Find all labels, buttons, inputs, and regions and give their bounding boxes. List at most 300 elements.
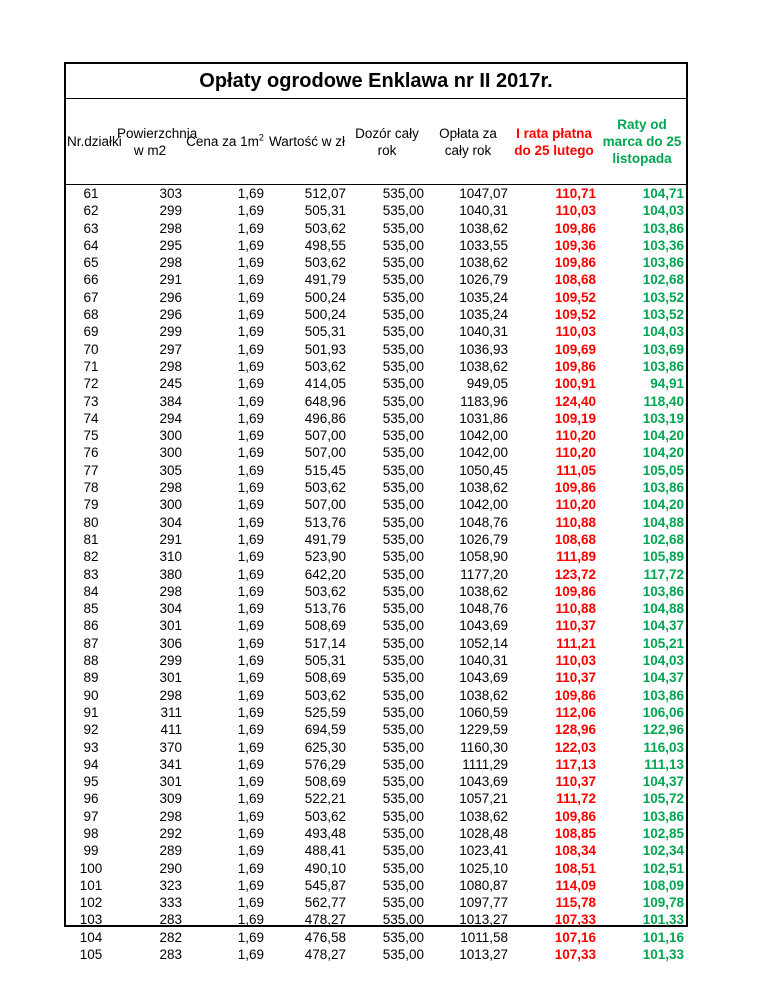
cell-price: 1,69 (237, 445, 264, 461)
cell-annual-fee: 1038,62 (459, 687, 508, 703)
cell-guard: 535,00 (382, 186, 424, 201)
cell-guard: 535,00 (382, 272, 424, 288)
cell-first-installment: 128,96 (554, 722, 596, 738)
cell-area: 370 (159, 739, 182, 755)
cell-guard: 535,00 (382, 324, 424, 340)
table-row (66, 721, 686, 738)
cell-remaining-installment: 102,68 (642, 272, 684, 288)
cell-plot-number: 61 (83, 186, 99, 201)
cell-plot-number: 83 (83, 566, 99, 582)
cell-first-installment: 108,51 (554, 860, 596, 876)
cell-remaining-installment: 109,78 (642, 895, 684, 911)
table-row (66, 652, 686, 669)
cell-value: 493,48 (304, 825, 346, 841)
cell-guard: 535,00 (382, 756, 424, 772)
cell-remaining-installment: 94,91 (650, 376, 684, 392)
table-row (66, 739, 686, 756)
cell-price: 1,69 (237, 307, 264, 323)
cell-remaining-installment: 105,21 (642, 635, 684, 651)
header-remaining-installments: Raty od marca do 25 listopada (598, 99, 686, 185)
cell-price: 1,69 (237, 583, 264, 599)
cell-first-installment: 110,37 (555, 618, 596, 634)
cell-price: 1,69 (237, 825, 264, 841)
cell-remaining-installment: 104,03 (642, 203, 684, 219)
cell-area: 299 (159, 324, 182, 340)
cell-annual-fee: 1036,93 (459, 341, 508, 357)
cell-guard: 535,00 (382, 480, 424, 496)
cell-area: 384 (159, 393, 182, 409)
cell-area: 298 (159, 220, 182, 236)
cell-remaining-installment: 106,06 (642, 704, 684, 720)
cell-annual-fee: 1160,30 (460, 739, 508, 755)
cell-remaining-installment: 104,88 (642, 601, 684, 617)
cell-plot-number: 85 (83, 601, 99, 617)
cell-area: 298 (159, 808, 182, 824)
cell-first-installment: 108,68 (554, 531, 596, 547)
cell-first-installment: 109,86 (554, 255, 596, 271)
cell-first-installment: 110,88 (555, 601, 596, 617)
cell-guard: 535,00 (382, 341, 424, 357)
cell-area: 298 (159, 255, 182, 271)
cell-price: 1,69 (237, 860, 264, 876)
cell-guard: 535,00 (382, 255, 424, 271)
cell-area: 296 (159, 289, 182, 305)
header-price-sup: 2 (258, 132, 264, 143)
cell-price: 1,69 (237, 947, 264, 963)
cell-guard: 535,00 (382, 653, 424, 669)
cell-plot-number: 105 (79, 947, 103, 963)
cell-price: 1,69 (237, 237, 264, 253)
cell-annual-fee: 1033,55 (459, 237, 508, 253)
cell-annual-fee: 1025,10 (459, 860, 508, 876)
cell-value: 515,45 (304, 462, 346, 478)
cell-value: 545,87 (304, 877, 346, 893)
cell-price: 1,69 (237, 722, 264, 738)
header-row (66, 99, 686, 185)
cell-remaining-installment: 104,71 (642, 186, 684, 201)
cell-value: 508,69 (304, 774, 346, 790)
cell-guard: 535,00 (382, 860, 424, 876)
cell-price: 1,69 (237, 531, 264, 547)
cell-area: 290 (159, 860, 182, 876)
table-row (66, 894, 686, 911)
cell-first-installment: 109,69 (554, 341, 596, 357)
cell-annual-fee: 1038,62 (459, 358, 508, 374)
table-row (66, 514, 686, 531)
cell-annual-fee: 1013,27 (459, 947, 508, 963)
cell-plot-number: 73 (83, 393, 99, 409)
cell-area: 411 (160, 722, 182, 738)
cell-value: 478,27 (304, 947, 346, 963)
cell-plot-number: 100 (79, 860, 103, 876)
cell-value: 503,62 (304, 358, 346, 374)
cell-value: 491,79 (304, 531, 346, 547)
cell-first-installment: 110,20 (555, 428, 596, 444)
cell-plot-number: 66 (83, 272, 99, 288)
cell-price: 1,69 (237, 635, 264, 651)
cell-plot-number: 70 (83, 341, 99, 357)
table-row (66, 773, 686, 790)
cell-value: 503,62 (304, 687, 346, 703)
table-row (66, 617, 686, 634)
cell-remaining-installment: 104,20 (642, 428, 684, 444)
cell-value: 503,62 (304, 583, 346, 599)
table-row (66, 237, 686, 254)
table-row (66, 929, 686, 946)
cell-price: 1,69 (237, 514, 264, 530)
cell-annual-fee: 1035,24 (459, 307, 508, 323)
cell-price: 1,69 (237, 358, 264, 374)
cell-annual-fee: 1035,24 (459, 289, 508, 305)
cell-value: 503,62 (304, 220, 346, 236)
cell-area: 299 (159, 653, 182, 669)
cell-value: 498,55 (304, 237, 346, 253)
cell-price: 1,69 (237, 653, 264, 669)
cell-plot-number: 90 (83, 687, 99, 703)
cell-price: 1,69 (237, 480, 264, 496)
cell-area: 245 (159, 376, 182, 392)
cell-area: 341 (159, 756, 182, 772)
cell-area: 292 (159, 825, 182, 841)
cell-first-installment: 111,89 (556, 549, 596, 565)
cell-plot-number: 99 (83, 843, 99, 859)
table-row (66, 808, 686, 825)
cell-guard: 535,00 (382, 445, 424, 461)
cell-area: 298 (159, 480, 182, 496)
cell-value: 500,24 (304, 289, 346, 305)
cell-first-installment: 109,52 (554, 307, 596, 323)
cell-first-installment: 124,40 (554, 393, 596, 409)
cell-price: 1,69 (237, 739, 264, 755)
cell-annual-fee: 1023,41 (459, 843, 508, 859)
cell-annual-fee: 1058,90 (459, 549, 508, 565)
cell-annual-fee: 1038,62 (459, 220, 508, 236)
cell-plot-number: 77 (83, 462, 99, 478)
cell-value: 503,62 (304, 480, 346, 496)
table-row (66, 756, 686, 773)
fees-table (66, 99, 686, 963)
cell-first-installment: 111,05 (556, 462, 596, 478)
cell-plot-number: 63 (83, 220, 99, 236)
cell-value: 503,62 (304, 255, 346, 271)
cell-value: 507,00 (304, 445, 346, 461)
cell-value: 507,00 (304, 428, 346, 444)
cell-remaining-installment: 103,86 (642, 220, 684, 236)
cell-value: 501,93 (304, 341, 346, 357)
cell-guard: 535,00 (382, 635, 424, 651)
cell-plot-number: 81 (83, 531, 99, 547)
cell-price: 1,69 (237, 601, 264, 617)
cell-annual-fee: 1080,87 (459, 877, 508, 893)
cell-plot-number: 86 (83, 618, 99, 634)
cell-first-installment: 108,34 (554, 843, 596, 859)
cell-price: 1,69 (237, 704, 264, 720)
cell-plot-number: 87 (83, 635, 99, 651)
table-body (66, 185, 686, 964)
cell-guard: 535,00 (382, 583, 424, 599)
cell-remaining-installment: 104,37 (642, 618, 684, 634)
table-row (66, 669, 686, 686)
cell-first-installment: 110,88 (555, 514, 596, 530)
table-row (66, 877, 686, 894)
cell-area: 282 (159, 929, 182, 945)
cell-plot-number: 92 (83, 722, 99, 738)
cell-remaining-installment: 103,86 (642, 808, 684, 824)
cell-guard: 535,00 (382, 514, 424, 530)
cell-guard: 535,00 (382, 376, 424, 392)
cell-price: 1,69 (237, 618, 264, 634)
cell-guard: 535,00 (382, 929, 424, 945)
cell-value: 625,30 (304, 739, 346, 755)
cell-plot-number: 98 (83, 825, 99, 841)
cell-price: 1,69 (237, 808, 264, 824)
header-first-installment: I rata płatna do 25 lutego (510, 99, 598, 185)
cell-value: 513,76 (304, 601, 346, 617)
cell-guard: 535,00 (382, 670, 424, 686)
cell-area: 291 (159, 531, 182, 547)
cell-value: 576,29 (304, 756, 346, 772)
cell-remaining-installment: 102,34 (642, 843, 684, 859)
cell-first-installment: 122,03 (554, 739, 596, 755)
cell-area: 295 (159, 237, 182, 253)
table-row (66, 271, 686, 288)
table-row (66, 393, 686, 410)
cell-annual-fee: 1038,62 (459, 480, 508, 496)
cell-plot-number: 96 (83, 791, 99, 807)
cell-price: 1,69 (237, 774, 264, 790)
cell-guard: 535,00 (382, 531, 424, 547)
cell-annual-fee: 1060,59 (459, 704, 508, 720)
cell-value: 491,79 (304, 272, 346, 288)
cell-first-installment: 110,03 (555, 203, 596, 219)
table-row (66, 306, 686, 323)
cell-plot-number: 64 (83, 237, 99, 253)
cell-guard: 535,00 (382, 358, 424, 374)
cell-guard: 535,00 (382, 825, 424, 841)
cell-price: 1,69 (237, 393, 264, 409)
cell-value: 694,59 (304, 722, 346, 738)
cell-annual-fee: 1028,48 (459, 825, 508, 841)
cell-guard: 535,00 (382, 601, 424, 617)
cell-value: 648,96 (304, 393, 346, 409)
cell-annual-fee: 1177,20 (460, 566, 508, 582)
cell-remaining-installment: 103,52 (642, 307, 684, 323)
cell-guard: 535,00 (382, 774, 424, 790)
table-row (66, 375, 686, 392)
cell-remaining-installment: 108,09 (642, 877, 684, 893)
cell-annual-fee: 1048,76 (459, 601, 508, 617)
table-row (66, 220, 686, 237)
cell-first-installment: 111,21 (556, 635, 596, 651)
cell-remaining-installment: 103,86 (642, 687, 684, 703)
cell-first-installment: 109,52 (554, 289, 596, 305)
cell-plot-number: 65 (83, 255, 99, 271)
cell-price: 1,69 (237, 428, 264, 444)
cell-guard: 535,00 (382, 307, 424, 323)
table-row (66, 462, 686, 479)
cell-first-installment: 123,72 (554, 566, 596, 582)
cell-guard: 535,00 (382, 428, 424, 444)
cell-annual-fee: 1013,27 (459, 912, 508, 928)
cell-price: 1,69 (237, 324, 264, 340)
cell-price: 1,69 (237, 670, 264, 686)
cell-plot-number: 97 (83, 808, 99, 824)
cell-annual-fee: 1042,00 (459, 428, 508, 444)
cell-plot-number: 71 (83, 358, 99, 374)
cell-value: 642,20 (304, 566, 346, 582)
table-row (66, 704, 686, 721)
cell-price: 1,69 (237, 912, 264, 928)
cell-area: 301 (159, 618, 182, 634)
cell-area: 297 (159, 341, 182, 357)
cell-annual-fee: 1031,86 (459, 410, 508, 426)
cell-annual-fee: 1229,59 (459, 722, 508, 738)
cell-first-installment: 112,06 (555, 704, 596, 720)
cell-plot-number: 93 (83, 739, 99, 755)
cell-remaining-installment: 103,86 (642, 583, 684, 599)
cell-plot-number: 84 (83, 583, 99, 599)
cell-remaining-installment: 103,86 (642, 255, 684, 271)
cell-value: 508,69 (304, 618, 346, 634)
cell-first-installment: 109,86 (554, 220, 596, 236)
cell-area: 306 (159, 635, 182, 651)
table-row (66, 358, 686, 375)
table-row (66, 479, 686, 496)
cell-price: 1,69 (237, 220, 264, 236)
cell-remaining-installment: 105,89 (642, 549, 684, 565)
cell-price: 1,69 (237, 929, 264, 945)
cell-plot-number: 104 (79, 929, 103, 945)
cell-plot-number: 88 (83, 653, 99, 669)
cell-value: 488,41 (304, 843, 346, 859)
cell-price: 1,69 (237, 289, 264, 305)
cell-price: 1,69 (237, 186, 264, 201)
cell-guard: 535,00 (382, 947, 424, 963)
cell-value: 503,62 (304, 808, 346, 824)
table-row (66, 531, 686, 548)
cell-remaining-installment: 102,51 (642, 860, 684, 876)
cell-remaining-installment: 104,88 (642, 514, 684, 530)
header-price-label: Cena za 1m (186, 134, 259, 149)
cell-area: 289 (159, 843, 182, 859)
cell-annual-fee: 1048,76 (459, 514, 508, 530)
cell-first-installment: 107,33 (554, 947, 596, 963)
cell-guard: 535,00 (382, 791, 424, 807)
cell-remaining-installment: 104,03 (642, 324, 684, 340)
cell-remaining-installment: 105,72 (642, 791, 684, 807)
cell-guard: 535,00 (382, 843, 424, 859)
cell-value: 476,58 (304, 929, 346, 945)
cell-annual-fee: 1052,14 (459, 635, 508, 651)
cell-guard: 535,00 (382, 704, 424, 720)
cell-area: 333 (159, 895, 182, 911)
cell-area: 303 (159, 186, 182, 201)
cell-remaining-installment: 103,52 (642, 289, 684, 305)
table-row (66, 548, 686, 565)
cell-price: 1,69 (237, 376, 264, 392)
cell-first-installment: 111,72 (556, 791, 596, 807)
cell-guard: 535,00 (382, 808, 424, 824)
cell-price: 1,69 (237, 497, 264, 513)
cell-price: 1,69 (237, 756, 264, 772)
cell-plot-number: 79 (83, 497, 99, 513)
cell-remaining-installment: 118,40 (643, 393, 684, 409)
cell-guard: 535,00 (382, 237, 424, 253)
cell-annual-fee: 1043,69 (459, 774, 508, 790)
cell-price: 1,69 (237, 203, 264, 219)
header-annual-fee: Opłata za cały rok (426, 99, 510, 185)
cell-guard: 535,00 (382, 722, 424, 738)
cell-plot-number: 69 (83, 324, 99, 340)
table-row (66, 566, 686, 583)
cell-remaining-installment: 103,86 (642, 480, 684, 496)
cell-price: 1,69 (237, 410, 264, 426)
cell-area: 294 (159, 410, 182, 426)
cell-area: 283 (159, 947, 182, 963)
cell-area: 304 (159, 514, 182, 530)
cell-plot-number: 74 (83, 410, 99, 426)
cell-area: 323 (159, 877, 182, 893)
cell-annual-fee: 1097,77 (459, 895, 508, 911)
cell-guard: 535,00 (382, 912, 424, 928)
cell-first-installment: 107,33 (554, 912, 596, 928)
cell-remaining-installment: 117,72 (643, 566, 684, 582)
cell-area: 298 (159, 583, 182, 599)
cell-remaining-installment: 111,13 (644, 756, 684, 772)
cell-first-installment: 109,86 (554, 808, 596, 824)
cell-guard: 535,00 (382, 618, 424, 634)
cell-annual-fee: 1047,07 (459, 186, 508, 201)
cell-value: 490,10 (304, 860, 346, 876)
table-row (66, 842, 686, 859)
cell-annual-fee: 1040,31 (459, 203, 508, 219)
cell-annual-fee: 1038,62 (459, 808, 508, 824)
sheet-title: Opłaty ogrodowe Enklawa nr II 2017r. (66, 64, 686, 99)
cell-area: 296 (159, 307, 182, 323)
table-row (66, 911, 686, 928)
table-row (66, 790, 686, 807)
cell-price: 1,69 (237, 255, 264, 271)
cell-area: 309 (159, 791, 182, 807)
cell-value: 562,77 (304, 895, 346, 911)
header-plot-number: Nr.działki (66, 99, 116, 185)
cell-plot-number: 62 (83, 203, 99, 219)
cell-price: 1,69 (237, 895, 264, 911)
cell-price: 1,69 (237, 462, 264, 478)
cell-first-installment: 110,20 (555, 445, 596, 461)
cell-price: 1,69 (237, 687, 264, 703)
table-row (66, 444, 686, 461)
table-row (66, 341, 686, 358)
table-row (66, 323, 686, 340)
cell-annual-fee: 1040,31 (459, 324, 508, 340)
cell-plot-number: 89 (83, 670, 99, 686)
cell-plot-number: 91 (83, 704, 99, 720)
cell-value: 505,31 (304, 203, 346, 219)
cell-remaining-installment: 103,36 (642, 237, 684, 253)
cell-price: 1,69 (237, 791, 264, 807)
cell-first-installment: 110,03 (555, 653, 596, 669)
cell-guard: 535,00 (382, 462, 424, 478)
cell-area: 310 (159, 549, 182, 565)
cell-plot-number: 101 (79, 877, 103, 893)
cell-first-installment: 107,16 (554, 929, 596, 945)
table-row (66, 185, 686, 203)
cell-area: 311 (160, 704, 182, 720)
cell-annual-fee: 1026,79 (459, 531, 508, 547)
cell-value: 517,14 (304, 635, 346, 651)
cell-annual-fee: 1038,62 (459, 583, 508, 599)
